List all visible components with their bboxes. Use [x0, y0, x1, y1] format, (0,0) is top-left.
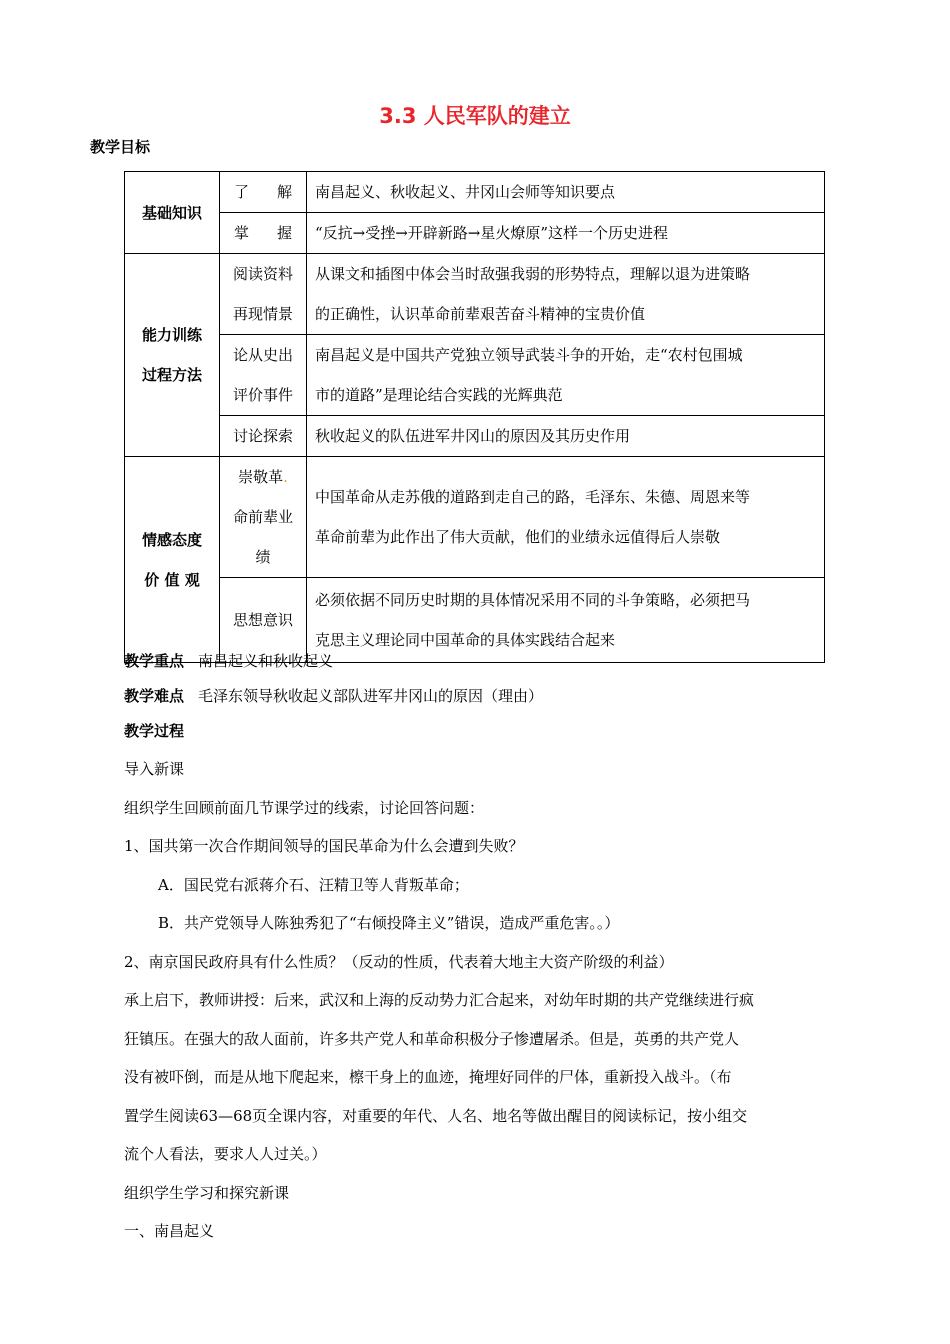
sub-reading: 阅读资料 再现情景 [220, 254, 307, 335]
difficulty-line [124, 686, 543, 706]
cell-history-text: 南昌起义是中国共产党独立领导武装斗争的开始，走“农村包围城 市的道路”是理论结合实践的光辉典范 [307, 335, 825, 416]
sub-understand: 了 解 [220, 172, 307, 213]
sub-respect: 崇敬革. 命前辈业 绩 [220, 457, 307, 578]
paragraph-line-3: 没有被吓倒，而是从地下爬起来，檫干身上的血迹，掩埋好同伴的尸体，重新投入战斗。（布 [124, 1068, 732, 1086]
difficulty-label: 教学难点 [124, 687, 185, 705]
difficulty-text: 毛泽东领导秋收起义部队进军井冈山的原因（理由） [198, 687, 544, 705]
paragraph-line-1: 承上启下，教师讲授：后来，武汉和上海的反动势力汇合起来，对幼年时期的共产党继续进行疯 [124, 991, 755, 1009]
answer-1a: A．国民党右派蒋介石、汪精卫等人背叛革命； [158, 875, 469, 894]
cell-discussion-text: 秋收起义的队伍进军井冈山的原因及其历史作用 [307, 416, 825, 457]
key-point-text: 南昌起义和秋收起义 [198, 652, 334, 670]
key-point-label: 教学重点 [124, 652, 185, 670]
sub-discussion: 讨论探索 [220, 416, 307, 457]
key-point-line [124, 651, 333, 671]
intro-line: 导入新课 [124, 760, 185, 778]
cell-reading-text: 从课文和插图中体会当时敌强我弱的形势特点，理解以退为进策略 的正确性，认识革命前辈艰苦奋斗精神的宝贵价值 [307, 254, 825, 335]
section-1-heading: 一、南昌起义 [124, 1222, 215, 1240]
cell-ideology-text: 必须依据不同历史时期的具体情况采用不同的斗争策略，必须把马 克思主义理论同中国革命的具体实践结合起来 [307, 578, 825, 663]
sub-history: 论从史出 评价事件 [220, 335, 307, 416]
paragraph-line-5: 流个人看法，要求人人过关。） [124, 1145, 327, 1163]
objectives-heading: 教学目标 [90, 138, 151, 156]
paragraph-line-4: 置学生阅读63—68页全课内容，对重要的年代、人名、地名等做出醒目的阅读标记，按小组交 [124, 1106, 748, 1125]
question-2: 2、南京国民政府具有什么性质？（反动的性质，代表着大地主大资产阶级的利益） [124, 952, 674, 971]
lesson-body [124, 750, 829, 1251]
sub-master: 掌 握 [220, 213, 307, 254]
paragraph-line-2: 狂镇压。在强大的敌人面前，许多共产党人和革命积极分子惨遭屠杀。但是，英勇的共产党人 [124, 1029, 740, 1048]
sub-ideology: 思想意识 [220, 578, 307, 663]
question-1: 1、国共第一次合作期间领导的国民革命为什么会遭到失败？ [124, 837, 524, 855]
organize-line: 组织学生回顾前面几节课学过的线索，讨论回答问题： [124, 798, 485, 817]
explore-line: 组织学生学习和探究新课 [124, 1183, 290, 1202]
category-emotion: 情感态度 价 值 观 [125, 457, 220, 663]
process-heading: 教学过程 [124, 722, 185, 740]
answer-1b: B．共产党领导人陈独秀犯了“右倾投降主义”错误，造成严重危害。。） [158, 914, 620, 932]
category-ability: 能力训练 过程方法 [125, 254, 220, 457]
cell-understand-text: 南昌起义、秋收起义、井冈山会师等知识要点 [307, 172, 825, 213]
document-title: 3.3 人民军队的建立 [379, 104, 571, 128]
objectives-table [124, 171, 825, 663]
cell-master-text: “反抗→受挫→开辟新路→星火燎原”这样一个历史进程 [307, 213, 825, 254]
cell-respect-text: 中国革命从走苏俄的道路到走自己的路，毛泽东、朱德、周恩来等 革命前辈为此作出了伟大贡献，他们的业绩永远值得后人崇敬 [307, 457, 825, 578]
category-basic-knowledge: 基础知识 [125, 172, 220, 254]
